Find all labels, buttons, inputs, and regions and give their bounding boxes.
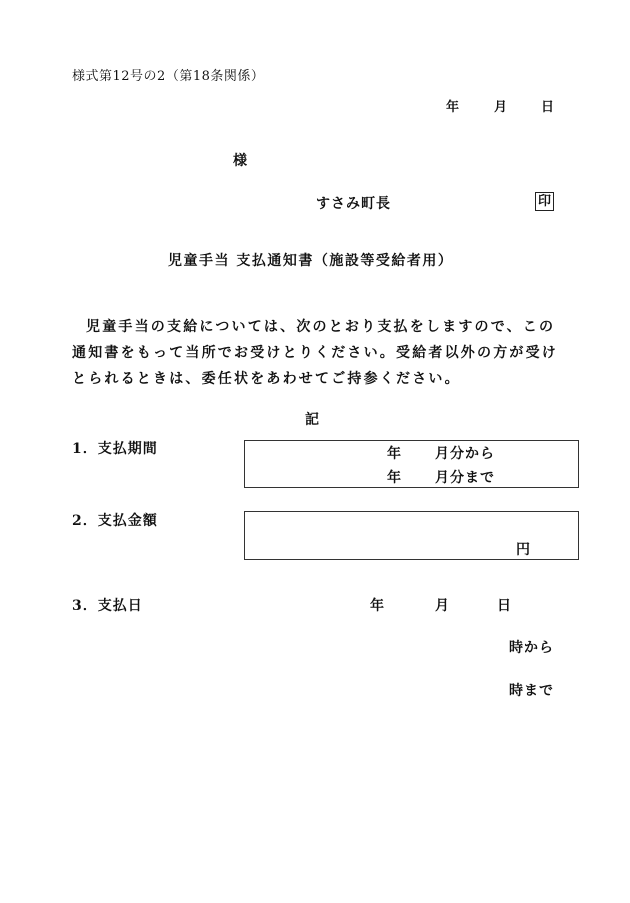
body-paragraph: 児童手当の支給については、次のとおり支払をしますので、この通知書をもって当所でお受けとりください。受給者以外の方が受けとられるときは、委任状をあわせてご持参ください。: [72, 319, 558, 387]
form-number: 様式第12号の2（第18条関係）: [72, 69, 265, 84]
seal-box: 印: [535, 192, 554, 211]
time-to: 時まで: [509, 683, 554, 699]
ki-heading: 記: [305, 412, 319, 428]
period-from-month: 月分から: [435, 446, 495, 462]
payment-day: 日: [497, 598, 512, 614]
payment-date-label: 3．支払日: [72, 598, 143, 614]
period-to-year: 年: [387, 470, 402, 486]
issuer-name: すさみ町長: [316, 196, 391, 212]
document-title: 児童手当 支払通知書（施設等受給者用）: [168, 253, 454, 269]
period-label: 1．支払期間: [72, 441, 158, 457]
header-month-label: 月: [494, 100, 508, 115]
payment-month: 月: [435, 598, 450, 614]
header-day-label: 日: [541, 100, 555, 115]
period-box: [244, 440, 579, 488]
period-to-month: 月分まで: [435, 470, 495, 486]
period-from-year: 年: [387, 446, 402, 462]
time-from: 時から: [509, 640, 554, 656]
header-year-label: 年: [446, 100, 460, 115]
amount-unit: 円: [516, 542, 531, 558]
addressee-suffix: 様: [233, 153, 247, 169]
payment-year: 年: [370, 598, 385, 614]
amount-label: 2．支払金額: [72, 513, 158, 529]
